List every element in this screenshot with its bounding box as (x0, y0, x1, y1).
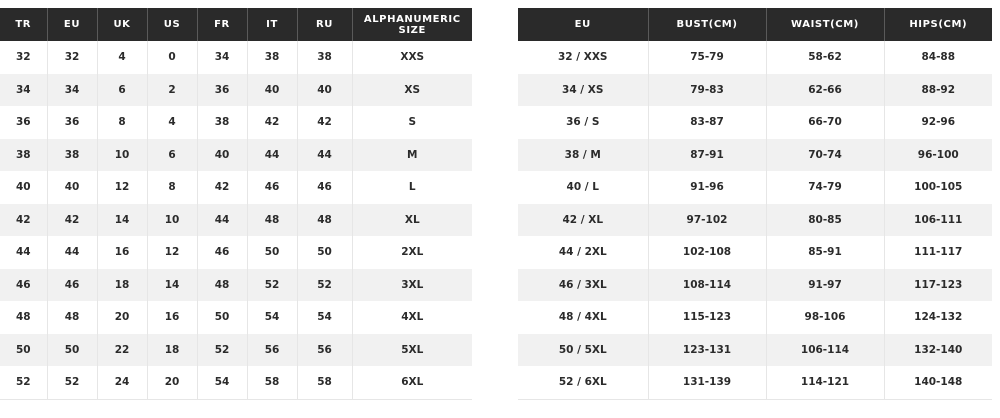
hips-cell: 92-96 (884, 106, 992, 139)
hips-cell: 140-148 (884, 366, 992, 399)
us-cell: 8 (147, 171, 197, 204)
tr-cell: 32 (0, 41, 47, 74)
ru-cell: 42 (297, 106, 352, 139)
hips-cell: 88-92 (884, 74, 992, 107)
us-cell: 14 (147, 269, 197, 302)
table-row (518, 334, 992, 367)
bust-cell: 115-123 (648, 301, 766, 334)
it-cell: 48 (247, 204, 297, 237)
tr-cell: 46 (0, 269, 47, 302)
table-row (518, 366, 992, 399)
table-row (518, 236, 992, 269)
eu-size-cell: 52 / 6XL (518, 366, 648, 399)
us-cell: 16 (147, 301, 197, 334)
table-row (0, 204, 472, 237)
table-row (0, 334, 472, 367)
uk-cell: 14 (97, 204, 147, 237)
table-row (0, 301, 472, 334)
fr-cell: 40 (197, 139, 247, 172)
ru-cell: 40 (297, 74, 352, 107)
bust-cell: 97-102 (648, 204, 766, 237)
header-waist: WAIST(CM) (766, 8, 884, 41)
table-row (0, 106, 472, 139)
it-cell: 50 (247, 236, 297, 269)
fr-cell: 38 (197, 106, 247, 139)
header-eu-size: EU (518, 8, 648, 41)
us-cell: 6 (147, 139, 197, 172)
table-row (518, 269, 992, 302)
us-cell: 18 (147, 334, 197, 367)
eu-cell: 46 (47, 269, 97, 302)
it-cell: 44 (247, 139, 297, 172)
header-ru: RU (297, 8, 352, 41)
table-row (518, 106, 992, 139)
hips-cell: 84-88 (884, 41, 992, 74)
fr-cell: 36 (197, 74, 247, 107)
table-row (0, 139, 472, 172)
waist-cell: 74-79 (766, 171, 884, 204)
header-alphanumeric-size: ALPHANUMERIC SIZE (352, 8, 472, 41)
hips-cell: 111-117 (884, 236, 992, 269)
us-cell: 0 (147, 41, 197, 74)
eu-cell: 34 (47, 74, 97, 107)
waist-cell: 58-62 (766, 41, 884, 74)
eu-cell: 50 (47, 334, 97, 367)
uk-cell: 12 (97, 171, 147, 204)
waist-cell: 62-66 (766, 74, 884, 107)
eu-size-cell: 50 / 5XL (518, 334, 648, 367)
uk-cell: 20 (97, 301, 147, 334)
uk-cell: 10 (97, 139, 147, 172)
table-row (0, 74, 472, 107)
eu-size-cell: 42 / XL (518, 204, 648, 237)
us-cell: 4 (147, 106, 197, 139)
fr-cell: 48 (197, 269, 247, 302)
table-row (518, 204, 992, 237)
waist-cell: 85-91 (766, 236, 884, 269)
eu-cell: 40 (47, 171, 97, 204)
uk-cell: 24 (97, 366, 147, 399)
table-row (518, 171, 992, 204)
bust-cell: 87-91 (648, 139, 766, 172)
ru-cell: 52 (297, 269, 352, 302)
ru-cell: 46 (297, 171, 352, 204)
table-row (0, 171, 472, 204)
us-cell: 2 (147, 74, 197, 107)
ru-cell: 54 (297, 301, 352, 334)
eu-cell: 48 (47, 301, 97, 334)
us-cell: 10 (147, 204, 197, 237)
uk-cell: 18 (97, 269, 147, 302)
it-cell: 38 (247, 41, 297, 74)
alphanumeric-size-cell: 6XL (352, 366, 472, 399)
alphanumeric-size-cell: XS (352, 74, 472, 107)
alphanumeric-size-cell: 5XL (352, 334, 472, 367)
waist-cell: 114-121 (766, 366, 884, 399)
alphanumeric-size-cell: M (352, 139, 472, 172)
alphanumeric-size-cell: XL (352, 204, 472, 237)
fr-cell: 46 (197, 236, 247, 269)
it-cell: 54 (247, 301, 297, 334)
tr-cell: 36 (0, 106, 47, 139)
eu-cell: 36 (47, 106, 97, 139)
hips-cell: 96-100 (884, 139, 992, 172)
bust-cell: 123-131 (648, 334, 766, 367)
hips-cell: 132-140 (884, 334, 992, 367)
eu-size-cell: 48 / 4XL (518, 301, 648, 334)
header-it: IT (247, 8, 297, 41)
table-row (518, 301, 992, 334)
bust-cell: 108-114 (648, 269, 766, 302)
it-cell: 56 (247, 334, 297, 367)
uk-cell: 8 (97, 106, 147, 139)
it-cell: 52 (247, 269, 297, 302)
bust-cell: 91-96 (648, 171, 766, 204)
ru-cell: 50 (297, 236, 352, 269)
header-bust: BUST(CM) (648, 8, 766, 41)
hips-cell: 117-123 (884, 269, 992, 302)
eu-cell: 32 (47, 41, 97, 74)
header-row (518, 8, 992, 41)
fr-cell: 50 (197, 301, 247, 334)
eu-size-cell: 38 / M (518, 139, 648, 172)
body-measurement-table (518, 8, 992, 400)
waist-cell: 80-85 (766, 204, 884, 237)
it-cell: 42 (247, 106, 297, 139)
bust-cell: 75-79 (648, 41, 766, 74)
fr-cell: 54 (197, 366, 247, 399)
eu-size-cell: 40 / L (518, 171, 648, 204)
uk-cell: 6 (97, 74, 147, 107)
eu-cell: 38 (47, 139, 97, 172)
eu-size-cell: 46 / 3XL (518, 269, 648, 302)
eu-size-cell: 36 / S (518, 106, 648, 139)
table-row (0, 41, 472, 74)
fr-cell: 42 (197, 171, 247, 204)
waist-cell: 66-70 (766, 106, 884, 139)
waist-cell: 70-74 (766, 139, 884, 172)
eu-size-cell: 32 / XXS (518, 41, 648, 74)
bust-cell: 131-139 (648, 366, 766, 399)
it-cell: 46 (247, 171, 297, 204)
bust-cell: 102-108 (648, 236, 766, 269)
tr-cell: 38 (0, 139, 47, 172)
hips-cell: 124-132 (884, 301, 992, 334)
ru-cell: 48 (297, 204, 352, 237)
tr-cell: 50 (0, 334, 47, 367)
bust-cell: 79-83 (648, 74, 766, 107)
bust-cell: 83-87 (648, 106, 766, 139)
us-cell: 12 (147, 236, 197, 269)
us-cell: 20 (147, 366, 197, 399)
table-row (518, 41, 992, 74)
uk-cell: 22 (97, 334, 147, 367)
hips-cell: 100-105 (884, 171, 992, 204)
uk-cell: 16 (97, 236, 147, 269)
waist-cell: 91-97 (766, 269, 884, 302)
ru-cell: 44 (297, 139, 352, 172)
tr-cell: 44 (0, 236, 47, 269)
header-uk: UK (97, 8, 147, 41)
tr-cell: 48 (0, 301, 47, 334)
alphanumeric-size-cell: S (352, 106, 472, 139)
eu-size-cell: 44 / 2XL (518, 236, 648, 269)
fr-cell: 52 (197, 334, 247, 367)
ru-cell: 58 (297, 366, 352, 399)
table-row (0, 366, 472, 399)
alphanumeric-size-cell: 4XL (352, 301, 472, 334)
table-row (518, 74, 992, 107)
alphanumeric-size-cell: L (352, 171, 472, 204)
header-us: US (147, 8, 197, 41)
alphanumeric-size-cell: XXS (352, 41, 472, 74)
ru-cell: 56 (297, 334, 352, 367)
it-cell: 58 (247, 366, 297, 399)
alphanumeric-size-cell: 2XL (352, 236, 472, 269)
header-row (0, 8, 472, 41)
waist-cell: 106-114 (766, 334, 884, 367)
ru-cell: 38 (297, 41, 352, 74)
fr-cell: 34 (197, 41, 247, 74)
eu-cell: 44 (47, 236, 97, 269)
header-eu: EU (47, 8, 97, 41)
table-row (0, 236, 472, 269)
table-row (518, 139, 992, 172)
it-cell: 40 (247, 74, 297, 107)
eu-size-cell: 34 / XS (518, 74, 648, 107)
table-row (0, 269, 472, 302)
eu-cell: 42 (47, 204, 97, 237)
tr-cell: 52 (0, 366, 47, 399)
fr-cell: 44 (197, 204, 247, 237)
hips-cell: 106-111 (884, 204, 992, 237)
uk-cell: 4 (97, 41, 147, 74)
waist-cell: 98-106 (766, 301, 884, 334)
eu-cell: 52 (47, 366, 97, 399)
tr-cell: 34 (0, 74, 47, 107)
alphanumeric-size-cell: 3XL (352, 269, 472, 302)
tr-cell: 42 (0, 204, 47, 237)
header-fr: FR (197, 8, 247, 41)
size-conversion-table (0, 8, 472, 400)
tr-cell: 40 (0, 171, 47, 204)
header-tr: TR (0, 8, 47, 41)
header-hips: HIPS(CM) (884, 8, 992, 41)
